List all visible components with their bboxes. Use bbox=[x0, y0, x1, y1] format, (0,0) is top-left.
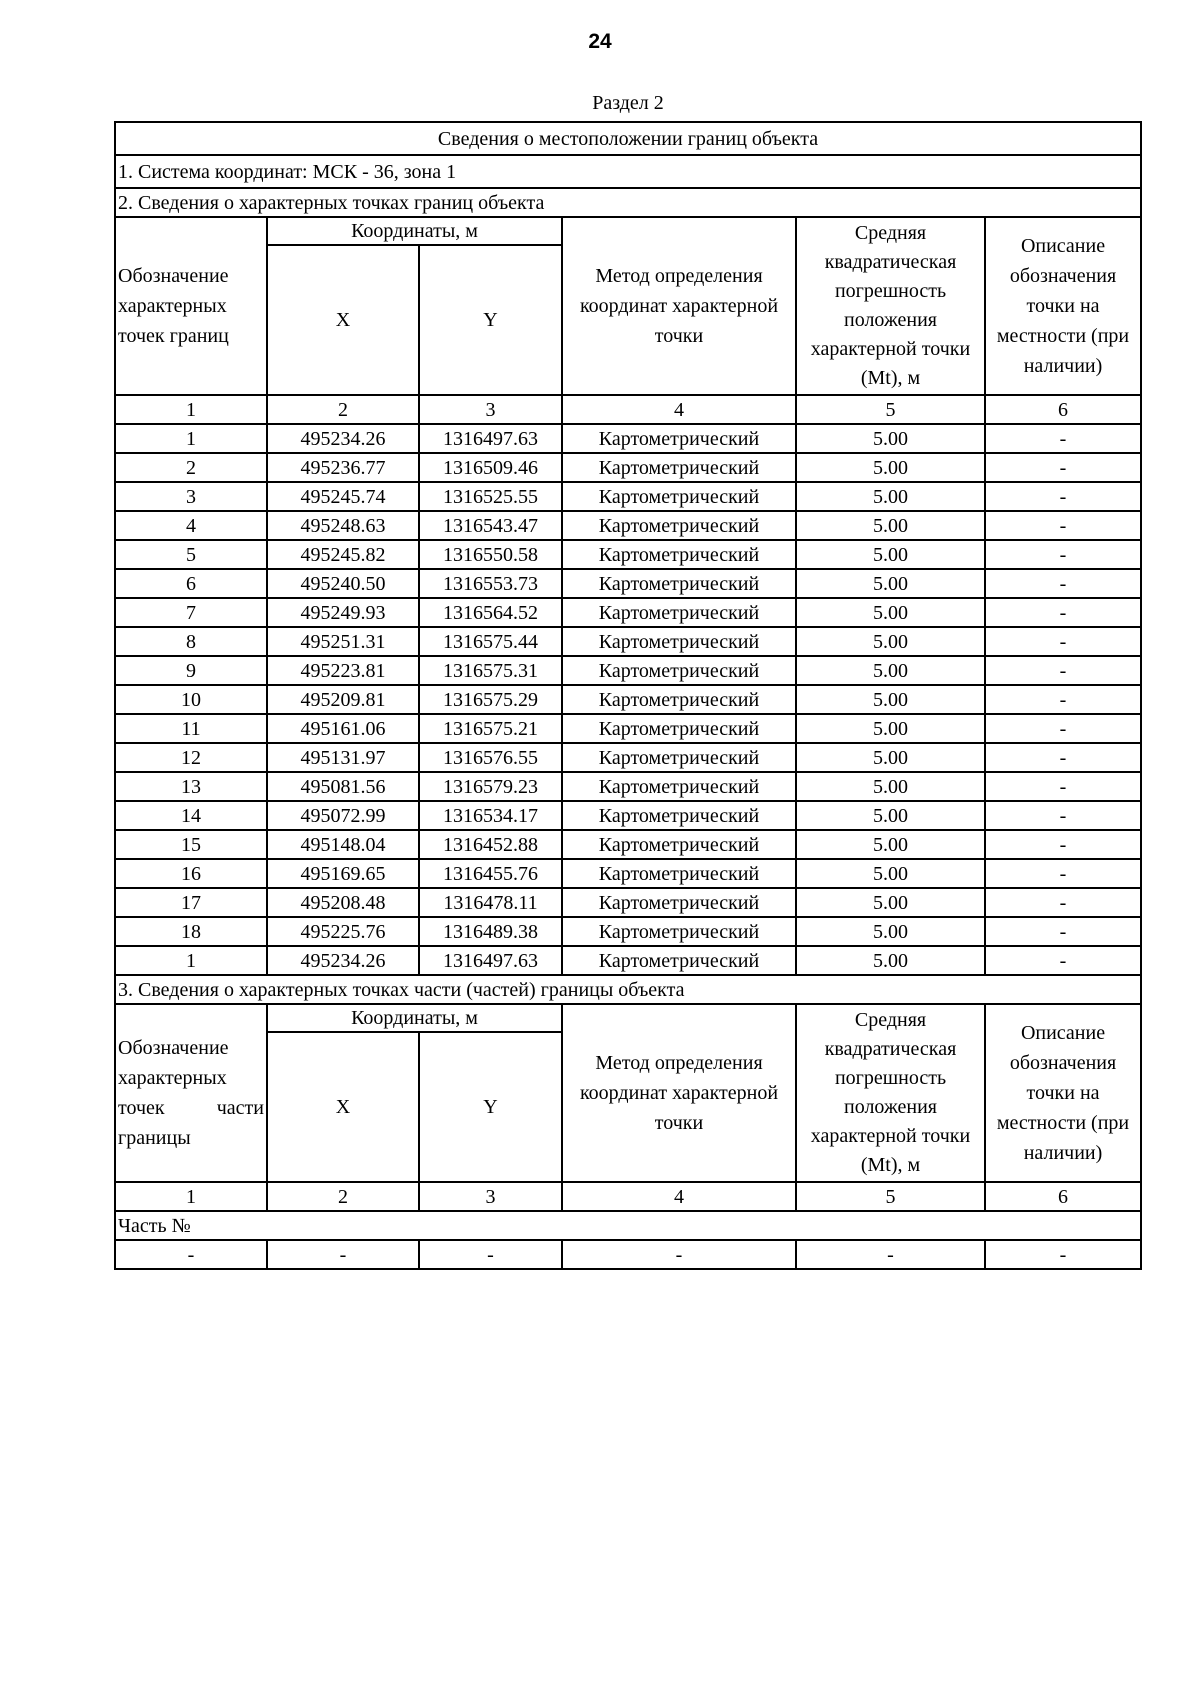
table-row bbox=[115, 482, 1141, 511]
table-row bbox=[115, 424, 1141, 453]
table-cell: 1316525.55 bbox=[419, 482, 562, 511]
parts-header-designation: Обозначение характерных точек части границы bbox=[115, 1004, 267, 1182]
page-number: 24 bbox=[588, 30, 612, 53]
header-x: X bbox=[267, 245, 419, 395]
table-row bbox=[115, 917, 1141, 946]
table-cell: - bbox=[985, 772, 1141, 801]
parts-header-description: Описание обозначения точки на местности (при наличии) bbox=[985, 1004, 1141, 1182]
table-cell: 495249.93 bbox=[267, 598, 419, 627]
column-number: 6 bbox=[985, 395, 1141, 424]
table-cell: - bbox=[115, 1240, 267, 1269]
table-cell: 5.00 bbox=[796, 917, 985, 946]
header-description: Описание обозначения точки на местности (при наличии) bbox=[985, 217, 1141, 395]
table-row bbox=[115, 569, 1141, 598]
table-cell: - bbox=[985, 598, 1141, 627]
table-cell: 1316564.52 bbox=[419, 598, 562, 627]
table-row bbox=[115, 714, 1141, 743]
table-cell: 495169.65 bbox=[267, 859, 419, 888]
table-cell: 1316478.11 bbox=[419, 888, 562, 917]
column-number: 1 bbox=[115, 395, 267, 424]
table-cell: - bbox=[985, 569, 1141, 598]
table-cell: 5.00 bbox=[796, 540, 985, 569]
table-cell: 495234.26 bbox=[267, 424, 419, 453]
parts-section-title: 3. Сведения о характерных точках части (частей) границы объекта bbox=[115, 975, 1141, 1004]
parts-header-x: X bbox=[267, 1032, 419, 1182]
table-title: Сведения о местоположении границ объекта bbox=[115, 122, 1141, 155]
table-cell: 495240.50 bbox=[267, 569, 419, 598]
table-cell: 1316575.44 bbox=[419, 627, 562, 656]
column-numbers-row bbox=[115, 395, 1141, 424]
table-cell: 5.00 bbox=[796, 888, 985, 917]
table-cell: 17 bbox=[115, 888, 267, 917]
table-cell: Картометрический bbox=[562, 743, 796, 772]
table-cell: 5.00 bbox=[796, 569, 985, 598]
table-row bbox=[115, 772, 1141, 801]
table-cell: 1316543.47 bbox=[419, 511, 562, 540]
table-cell: 1316534.17 bbox=[419, 801, 562, 830]
table-cell: 1316575.21 bbox=[419, 714, 562, 743]
column-number: 4 bbox=[562, 395, 796, 424]
table-row bbox=[115, 540, 1141, 569]
table-row bbox=[115, 859, 1141, 888]
table-cell: - bbox=[985, 801, 1141, 830]
table-cell: 5.00 bbox=[796, 830, 985, 859]
table-cell: 5.00 bbox=[796, 946, 985, 975]
table-cell: 5.00 bbox=[796, 859, 985, 888]
parts-table-row bbox=[115, 1240, 1141, 1269]
parts-header-error: Средняя квадратическая погрешность положения характерной точки (Mt), м bbox=[796, 1004, 985, 1182]
table-cell: - bbox=[985, 685, 1141, 714]
table-cell: - bbox=[985, 1240, 1141, 1269]
table-row bbox=[115, 830, 1141, 859]
table-cell: 5.00 bbox=[796, 656, 985, 685]
section-label: Раздел 2 bbox=[592, 92, 664, 114]
part-label: Часть № bbox=[115, 1211, 1141, 1240]
table-cell: 1316553.73 bbox=[419, 569, 562, 598]
table-cell: 13 bbox=[115, 772, 267, 801]
table-cell: Картометрический bbox=[562, 714, 796, 743]
table-cell: 7 bbox=[115, 598, 267, 627]
column-number: 4 bbox=[562, 1182, 796, 1211]
column-number: 2 bbox=[267, 395, 419, 424]
table-cell: 495081.56 bbox=[267, 772, 419, 801]
table-cell: 1316452.88 bbox=[419, 830, 562, 859]
table-cell: 1316576.55 bbox=[419, 743, 562, 772]
table-cell: Картометрический bbox=[562, 453, 796, 482]
table-cell: 9 bbox=[115, 656, 267, 685]
table-cell: - bbox=[985, 888, 1141, 917]
table-cell: 495161.06 bbox=[267, 714, 419, 743]
table-cell: 5.00 bbox=[796, 482, 985, 511]
table-cell: 1316575.29 bbox=[419, 685, 562, 714]
table-cell: 495209.81 bbox=[267, 685, 419, 714]
table-cell: - bbox=[985, 453, 1141, 482]
table-cell: 495245.82 bbox=[267, 540, 419, 569]
table-cell: Картометрический bbox=[562, 424, 796, 453]
table-cell: Картометрический bbox=[562, 830, 796, 859]
table-cell: 1316579.23 bbox=[419, 772, 562, 801]
parts-header-method: Метод определения координат характерной точки bbox=[562, 1004, 796, 1182]
table-cell: 1316497.63 bbox=[419, 946, 562, 975]
table-cell: 495225.76 bbox=[267, 917, 419, 946]
table-cell: 4 bbox=[115, 511, 267, 540]
table-cell: Картометрический bbox=[562, 569, 796, 598]
table-cell: Картометрический bbox=[562, 917, 796, 946]
table-cell: 495245.74 bbox=[267, 482, 419, 511]
table-cell: Картометрический bbox=[562, 859, 796, 888]
table-cell: - bbox=[985, 917, 1141, 946]
table-cell: 495234.26 bbox=[267, 946, 419, 975]
table-cell: 495072.99 bbox=[267, 801, 419, 830]
table-cell: - bbox=[985, 946, 1141, 975]
table-cell: 5.00 bbox=[796, 743, 985, 772]
table-cell: 495131.97 bbox=[267, 743, 419, 772]
table-cell: 5.00 bbox=[796, 627, 985, 656]
table-row bbox=[115, 946, 1141, 975]
table-row bbox=[115, 627, 1141, 656]
table-cell: 14 bbox=[115, 801, 267, 830]
header-method: Метод определения координат характерной точки bbox=[562, 217, 796, 395]
table-cell: 495236.77 bbox=[267, 453, 419, 482]
table-cell: - bbox=[985, 743, 1141, 772]
table-cell: Картометрический bbox=[562, 946, 796, 975]
table-cell: 1316575.31 bbox=[419, 656, 562, 685]
table-cell: 18 bbox=[115, 917, 267, 946]
table-cell: - bbox=[985, 714, 1141, 743]
table-cell: - bbox=[796, 1240, 985, 1269]
table-row bbox=[115, 453, 1141, 482]
header-y: Y bbox=[419, 245, 562, 395]
table-row bbox=[115, 656, 1141, 685]
table-cell: 15 bbox=[115, 830, 267, 859]
header-coordinates: Координаты, м bbox=[267, 217, 562, 245]
parts-header-y: Y bbox=[419, 1032, 562, 1182]
table-cell: 1316455.76 bbox=[419, 859, 562, 888]
table-cell: 5 bbox=[115, 540, 267, 569]
column-number: 1 bbox=[115, 1182, 267, 1211]
table-cell: Картометрический bbox=[562, 801, 796, 830]
table-cell: 6 bbox=[115, 569, 267, 598]
column-number: 2 bbox=[267, 1182, 419, 1211]
column-number: 6 bbox=[985, 1182, 1141, 1211]
table-cell: 5.00 bbox=[796, 685, 985, 714]
table-cell: Картометрический bbox=[562, 772, 796, 801]
table-cell: 495148.04 bbox=[267, 830, 419, 859]
table-cell: - bbox=[985, 656, 1141, 685]
table-cell: 1 bbox=[115, 946, 267, 975]
table-cell: 3 bbox=[115, 482, 267, 511]
table-cell: 16 bbox=[115, 859, 267, 888]
table-cell: Картометрический bbox=[562, 656, 796, 685]
table-cell: 2 bbox=[115, 453, 267, 482]
table-cell: 12 bbox=[115, 743, 267, 772]
table-row bbox=[115, 685, 1141, 714]
column-number: 5 bbox=[796, 1182, 985, 1211]
table-cell: - bbox=[985, 424, 1141, 453]
parts-header-coordinates: Координаты, м bbox=[267, 1004, 562, 1032]
parts-column-numbers-row bbox=[115, 1182, 1141, 1211]
table-cell: 8 bbox=[115, 627, 267, 656]
table-cell: - bbox=[267, 1240, 419, 1269]
table-cell: 495208.48 bbox=[267, 888, 419, 917]
header-designation: Обозначение характерных точек границ bbox=[115, 217, 267, 395]
points-section-title: 2. Сведения о характерных точках границ объекта bbox=[115, 188, 1141, 217]
table-cell: Картометрический bbox=[562, 598, 796, 627]
table-cell: 495223.81 bbox=[267, 656, 419, 685]
table-cell: Картометрический bbox=[562, 511, 796, 540]
table-cell: Картометрический bbox=[562, 685, 796, 714]
table-cell: - bbox=[985, 859, 1141, 888]
table-cell: 1316489.38 bbox=[419, 917, 562, 946]
table-cell: 495248.63 bbox=[267, 511, 419, 540]
table-cell: 1316509.46 bbox=[419, 453, 562, 482]
table-row bbox=[115, 598, 1141, 627]
table-cell: - bbox=[985, 540, 1141, 569]
coord-system: 1. Система координат: МСК - 36, зона 1 bbox=[115, 155, 1141, 188]
table-cell: 5.00 bbox=[796, 598, 985, 627]
table-cell: Картометрический bbox=[562, 482, 796, 511]
table-cell: 5.00 bbox=[796, 714, 985, 743]
table-row bbox=[115, 743, 1141, 772]
table-cell: - bbox=[419, 1240, 562, 1269]
table-cell: - bbox=[985, 511, 1141, 540]
table-cell: 1 bbox=[115, 424, 267, 453]
column-number: 5 bbox=[796, 395, 985, 424]
boundary-table bbox=[114, 121, 1142, 1270]
table-cell: 5.00 bbox=[796, 511, 985, 540]
table-cell: 10 bbox=[115, 685, 267, 714]
table-cell: - bbox=[985, 830, 1141, 859]
table-cell: 5.00 bbox=[796, 801, 985, 830]
table-cell: Картометрический bbox=[562, 540, 796, 569]
table-cell: 5.00 bbox=[796, 453, 985, 482]
table-cell: 495251.31 bbox=[267, 627, 419, 656]
header-error: Средняя квадратическая погрешность положения характерной точки (Mt), м bbox=[796, 217, 985, 395]
column-number: 3 bbox=[419, 1182, 562, 1211]
table-cell: - bbox=[562, 1240, 796, 1269]
table-cell: - bbox=[985, 482, 1141, 511]
table-cell: 1316497.63 bbox=[419, 424, 562, 453]
table-cell: 1316550.58 bbox=[419, 540, 562, 569]
table-cell: Картометрический bbox=[562, 888, 796, 917]
table-row bbox=[115, 888, 1141, 917]
table-cell: Картометрический bbox=[562, 627, 796, 656]
table-cell: 11 bbox=[115, 714, 267, 743]
table-row bbox=[115, 511, 1141, 540]
table-cell: - bbox=[985, 627, 1141, 656]
table-cell: 5.00 bbox=[796, 772, 985, 801]
table-cell: 5.00 bbox=[796, 424, 985, 453]
table-row bbox=[115, 801, 1141, 830]
column-number: 3 bbox=[419, 395, 562, 424]
